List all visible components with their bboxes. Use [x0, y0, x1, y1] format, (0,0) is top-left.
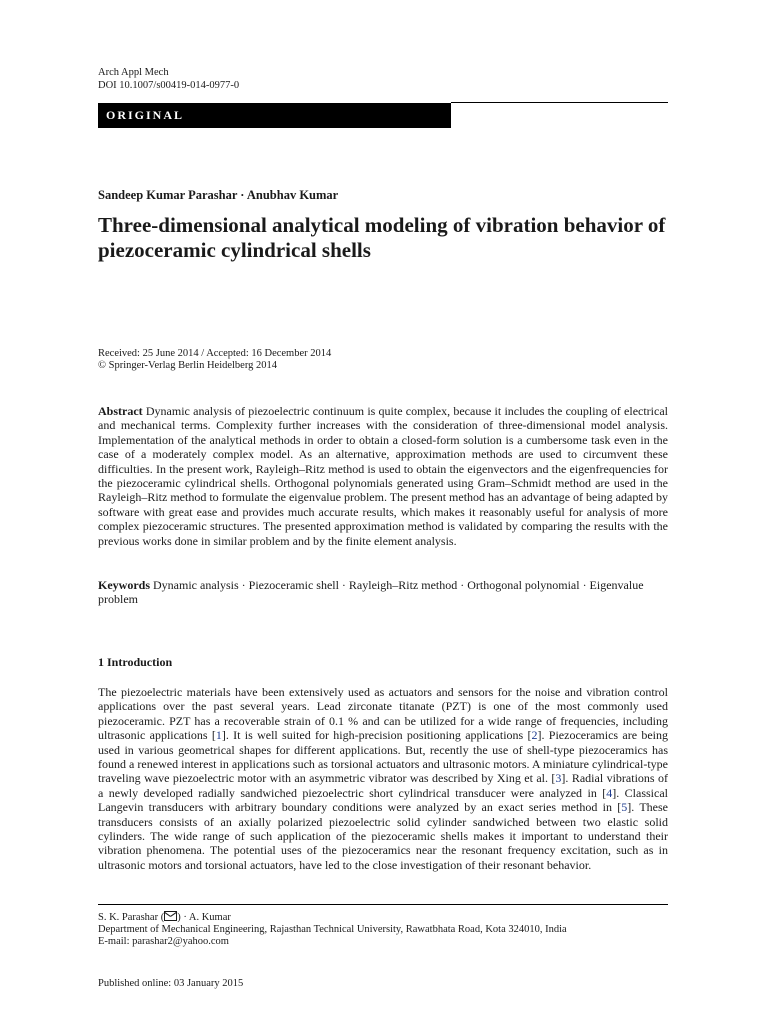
citation-link[interactable]: 4 [606, 785, 613, 800]
citation-link[interactable]: 3 [555, 771, 562, 786]
authors: Sandeep Kumar Parashar · Anubhav Kumar [98, 188, 339, 202]
article-type-banner [98, 103, 451, 128]
section-heading-introduction: 1 Introduction [98, 655, 173, 669]
citation-link[interactable]: 2 [531, 728, 538, 743]
intro-text: ]. Piezoceramics are being used in various geometrical shapes for different applications. But, recently the use of shell-type piezoceramics has found a renewed interest in applications such as torsional actuators and ultrasonic motors. A miniature cylindrical-type traveling wave piezoelectric motor with an asymmetric vibrator was described by Xing et al. [ [98, 728, 668, 786]
copyright-notice: © Springer-Verlag Berlin Heidelberg 2014 [98, 360, 278, 371]
article-type-label: ORIGINAL [106, 108, 185, 122]
intro-text: ]. Radial vibrations of a newly developed radially sandwiched piezoelectric short cylindrical transducer were analyzed in [ [98, 771, 668, 800]
intro-text: ]. Classical Langevin transducers with arbitrary boundary conditions were analyzed by an exact series method in [ [98, 785, 668, 815]
paper-title: Three-dimensional analytical modeling of vibration behavior of piezoceramic cylindrical shells [98, 213, 666, 262]
abstract-text: Dynamic analysis of piezoelectric continuum is quite complex, because it includes the coupling of electrical and mechanical terms. Complexity further increases with the consideration of three-dimensional model analysis. Implementation of the analytical methods in order to obtain a closed-form solution is a cumbersome task even in the case of a moderately complex model. As an alternative, approximation methods are used to circumvent these difficulties. In the present work, Rayleigh–Ritz method is used to obtain the eigenvectors and the eigenfrequencies for the piezoceramic cylindrical shells. Orthogonal polynomials generated using Gram–Schmidt method are used in the Rayleigh–Ritz method to formulate the eigenvalue problem. The present method has an advantage of being adapted by software with great ease and provides much accurate results, which makes it reasonably useful for analysis of more complex piezoceramic structures. The presented approximation method is validated by comparing the results with the previous works done in similar problem and by the finite element analysis. [98, 404, 668, 548]
abstract [98, 404, 668, 548]
published-online-date: Published online: 03 January 2015 [98, 978, 244, 989]
keywords-label: Keywords [98, 578, 150, 592]
footnote-email[interactable]: E-mail: parashar2@yahoo.com [98, 936, 229, 947]
intro-text: ]. It is well suited for high-precision positioning applications [ [221, 728, 532, 743]
footnote-author-2: ) · A. Kumar [177, 912, 231, 923]
header-rule [451, 102, 668, 103]
citation-link[interactable]: 5 [621, 800, 628, 815]
intro-text: ]. These transducers consists of an axially polarized piezoelectric solid cylinder sandwiched between two elastic solid cylinders. The wide range of such application of the piezoceramic shells makes it important to understand their vibration phenomena. The potential uses of the piezoceramics near the resonant frequency excitation, such as in ultrasonic motors and torsional actuators, have led to the close investigation of their resonant behavior. [98, 800, 668, 872]
doi: DOI 10.1007/s00419-014-0977-0 [98, 80, 240, 91]
journal-name: Arch Appl Mech [98, 67, 169, 78]
introduction-paragraph [98, 685, 668, 872]
intro-text: The piezoelectric materials have been extensively used as actuators and sensors for the noise and vibration control applications over the past several years. Lead zirconate titanate (PZT) is one of the most commonly used piezoceramic. PZT has a recoverable strain of 0.1 % and can be utilized for a wide range of frequencies, including ultrasonic applications [ [98, 685, 668, 743]
keywords [98, 578, 668, 607]
citation-link[interactable]: 1 [215, 728, 222, 743]
envelope-icon [164, 911, 177, 921]
keywords-text: Dynamic analysis · Piezoceramic shell · Rayleigh–Ritz method · Orthogonal polynomial · Eigenvalue problem [98, 578, 644, 607]
received-accepted-dates: Received: 25 June 2014 / Accepted: 16 December 2014 [98, 348, 332, 359]
footnote-rule [98, 904, 668, 905]
footnote-author-1: S. K. Parashar ( [98, 912, 165, 923]
footnote-affiliation: Department of Mechanical Engineering, Rajasthan Technical University, Rawatbhata Road, Kota 324010, India [98, 924, 567, 935]
abstract-label: Abstract [98, 404, 143, 418]
